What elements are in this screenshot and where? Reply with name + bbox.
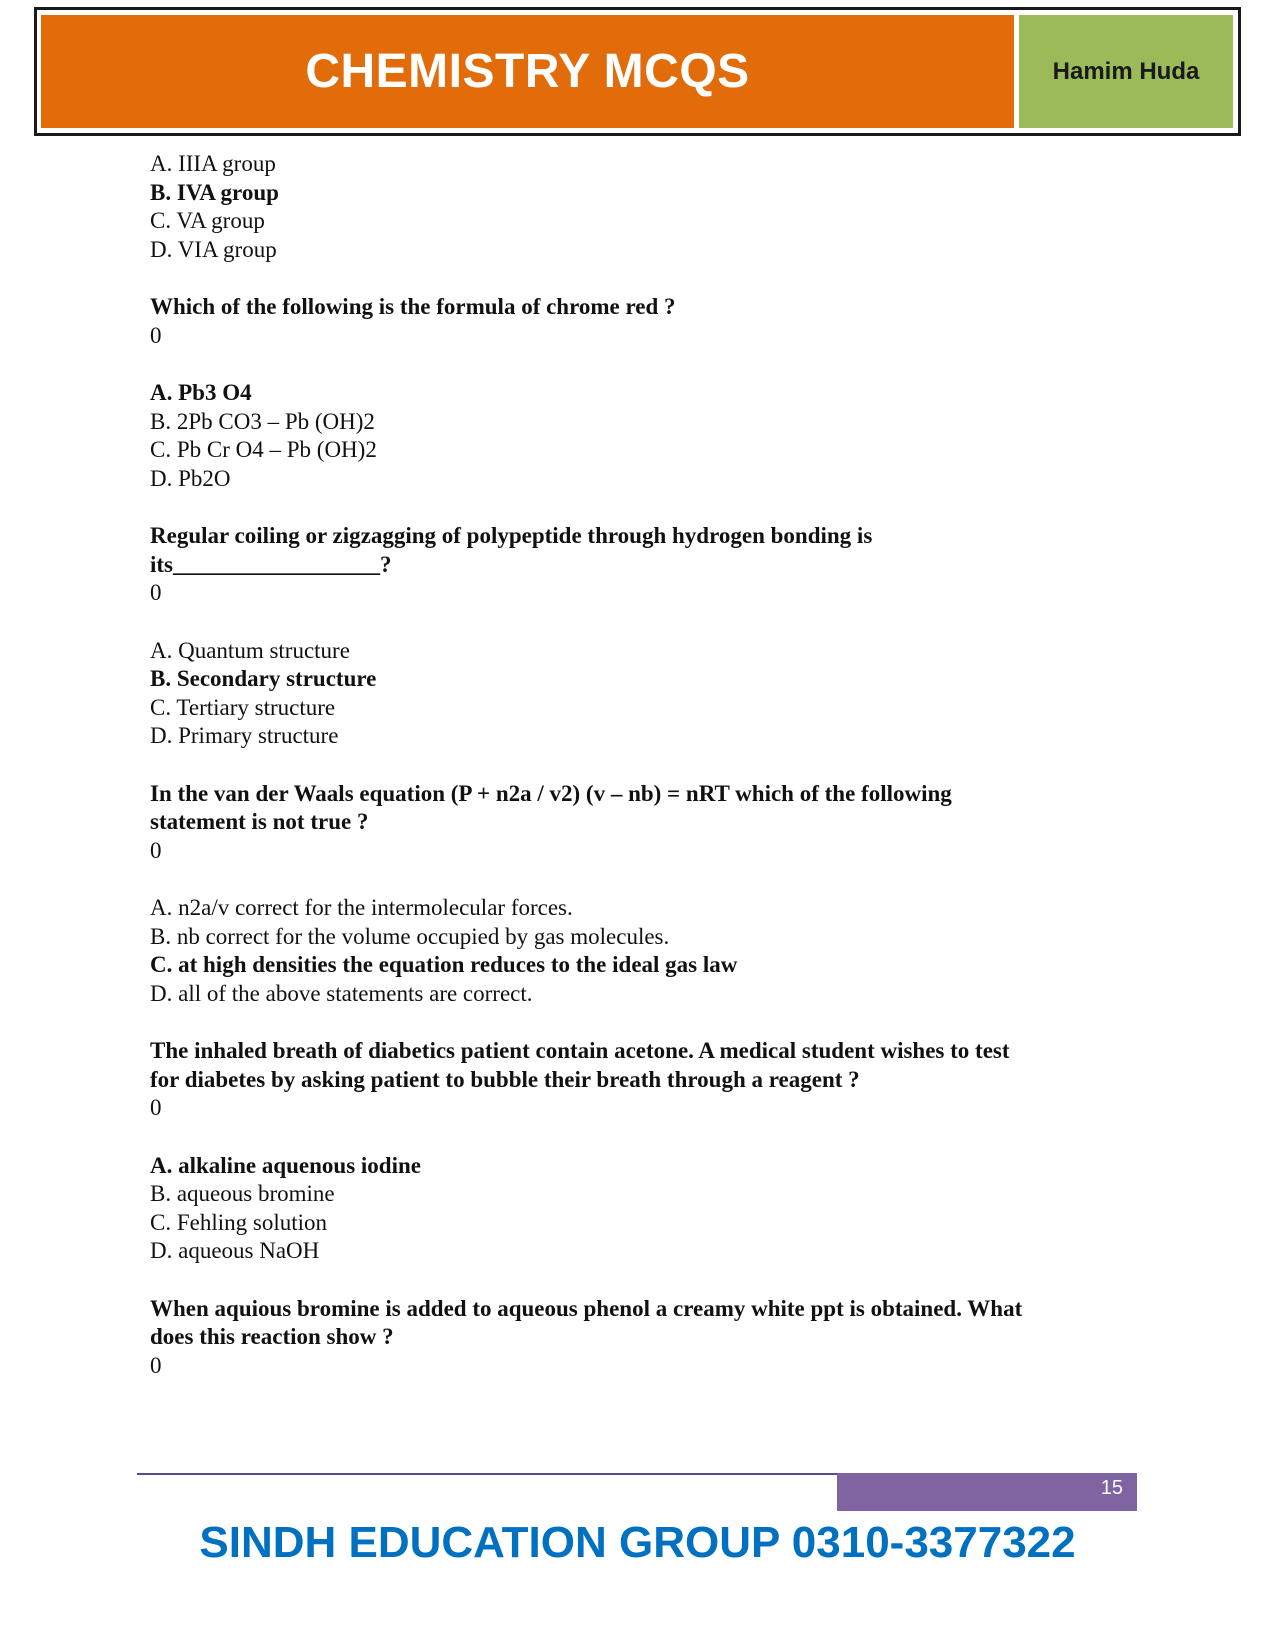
mcq-content [150,150,1150,1380]
question-text: In the van der Waals equation (P + n2a / v2) (v – nb) = nRT which of the following [150,780,952,806]
question-zero: 0 [150,580,162,605]
option-d: D. all of the above statements are correct. [150,980,533,1006]
option-b: B. 2Pb CO3 – Pb (OH)2 [150,408,375,434]
question-text: Regular coiling or zigzagging of polypeptide through hydrogen bonding is [150,523,873,548]
question-text: statement is not true ? [150,809,369,834]
option-a: A. IIIA group [150,151,276,176]
option-d: D. Primary structure [150,723,339,748]
option-c-correct: C. at high densities the equation reduces to the ideal gas law [150,952,738,977]
question-text: for diabetes by asking patient to bubble their breath through a reagent ? [150,1066,860,1092]
question-block [150,522,1150,751]
question-text: Which of the following is the formula of chrome red ? [150,294,676,319]
question-zero: 0 [150,1352,162,1378]
option-a-correct: A. alkaline aquenous iodine [150,1152,421,1178]
author-name: Hamim Huda [1018,14,1234,129]
option-c: C. Pb Cr O4 – Pb (OH)2 [150,437,377,462]
option-a: A. n2a/v correct for the intermolecular forces. [150,895,573,920]
option-c: C. VA group [150,208,265,233]
option-b-correct: B. IVA group [150,179,279,205]
question-zero: 0 [150,1095,162,1120]
previous-question-options [150,150,1150,264]
option-d: D. VIA group [150,236,277,262]
question-zero: 0 [150,837,162,863]
question-text: its__________________? [150,551,392,577]
option-c: C. Tertiary structure [150,694,336,720]
option-c: C. Fehling solution [150,1209,327,1235]
option-b-correct: B. Secondary structure [150,666,377,691]
question-block [150,293,1150,493]
page-number: 15 [837,1473,1137,1511]
option-d: D. aqueous NaOH [150,1238,320,1263]
option-b: B. nb correct for the volume occupied by gas molecules. [150,923,670,949]
option-a-correct: A. Pb3 O4 [150,380,252,405]
option-b: B. aqueous bromine [150,1181,335,1206]
question-text: does this reaction show ? [150,1324,394,1349]
page-title: CHEMISTRY MCQS [305,45,750,98]
option-a: A. Quantum structure [150,637,350,663]
footer-banner: SINDH EDUCATION GROUP 0310-3377322 [199,1518,1076,1567]
option-d: D. Pb2O [150,465,231,491]
question-zero: 0 [150,322,162,348]
question-block [150,1037,1150,1266]
footer-divider [137,1473,837,1475]
question-text: The inhaled breath of diabetics patient contain acetone. A medical student wishes to test [150,1038,1010,1063]
question-text: When aquious bromine is added to aqueous phenol a creamy white ppt is obtained. What [150,1295,1023,1321]
question-block [150,1295,1150,1381]
question-block [150,780,1150,1009]
